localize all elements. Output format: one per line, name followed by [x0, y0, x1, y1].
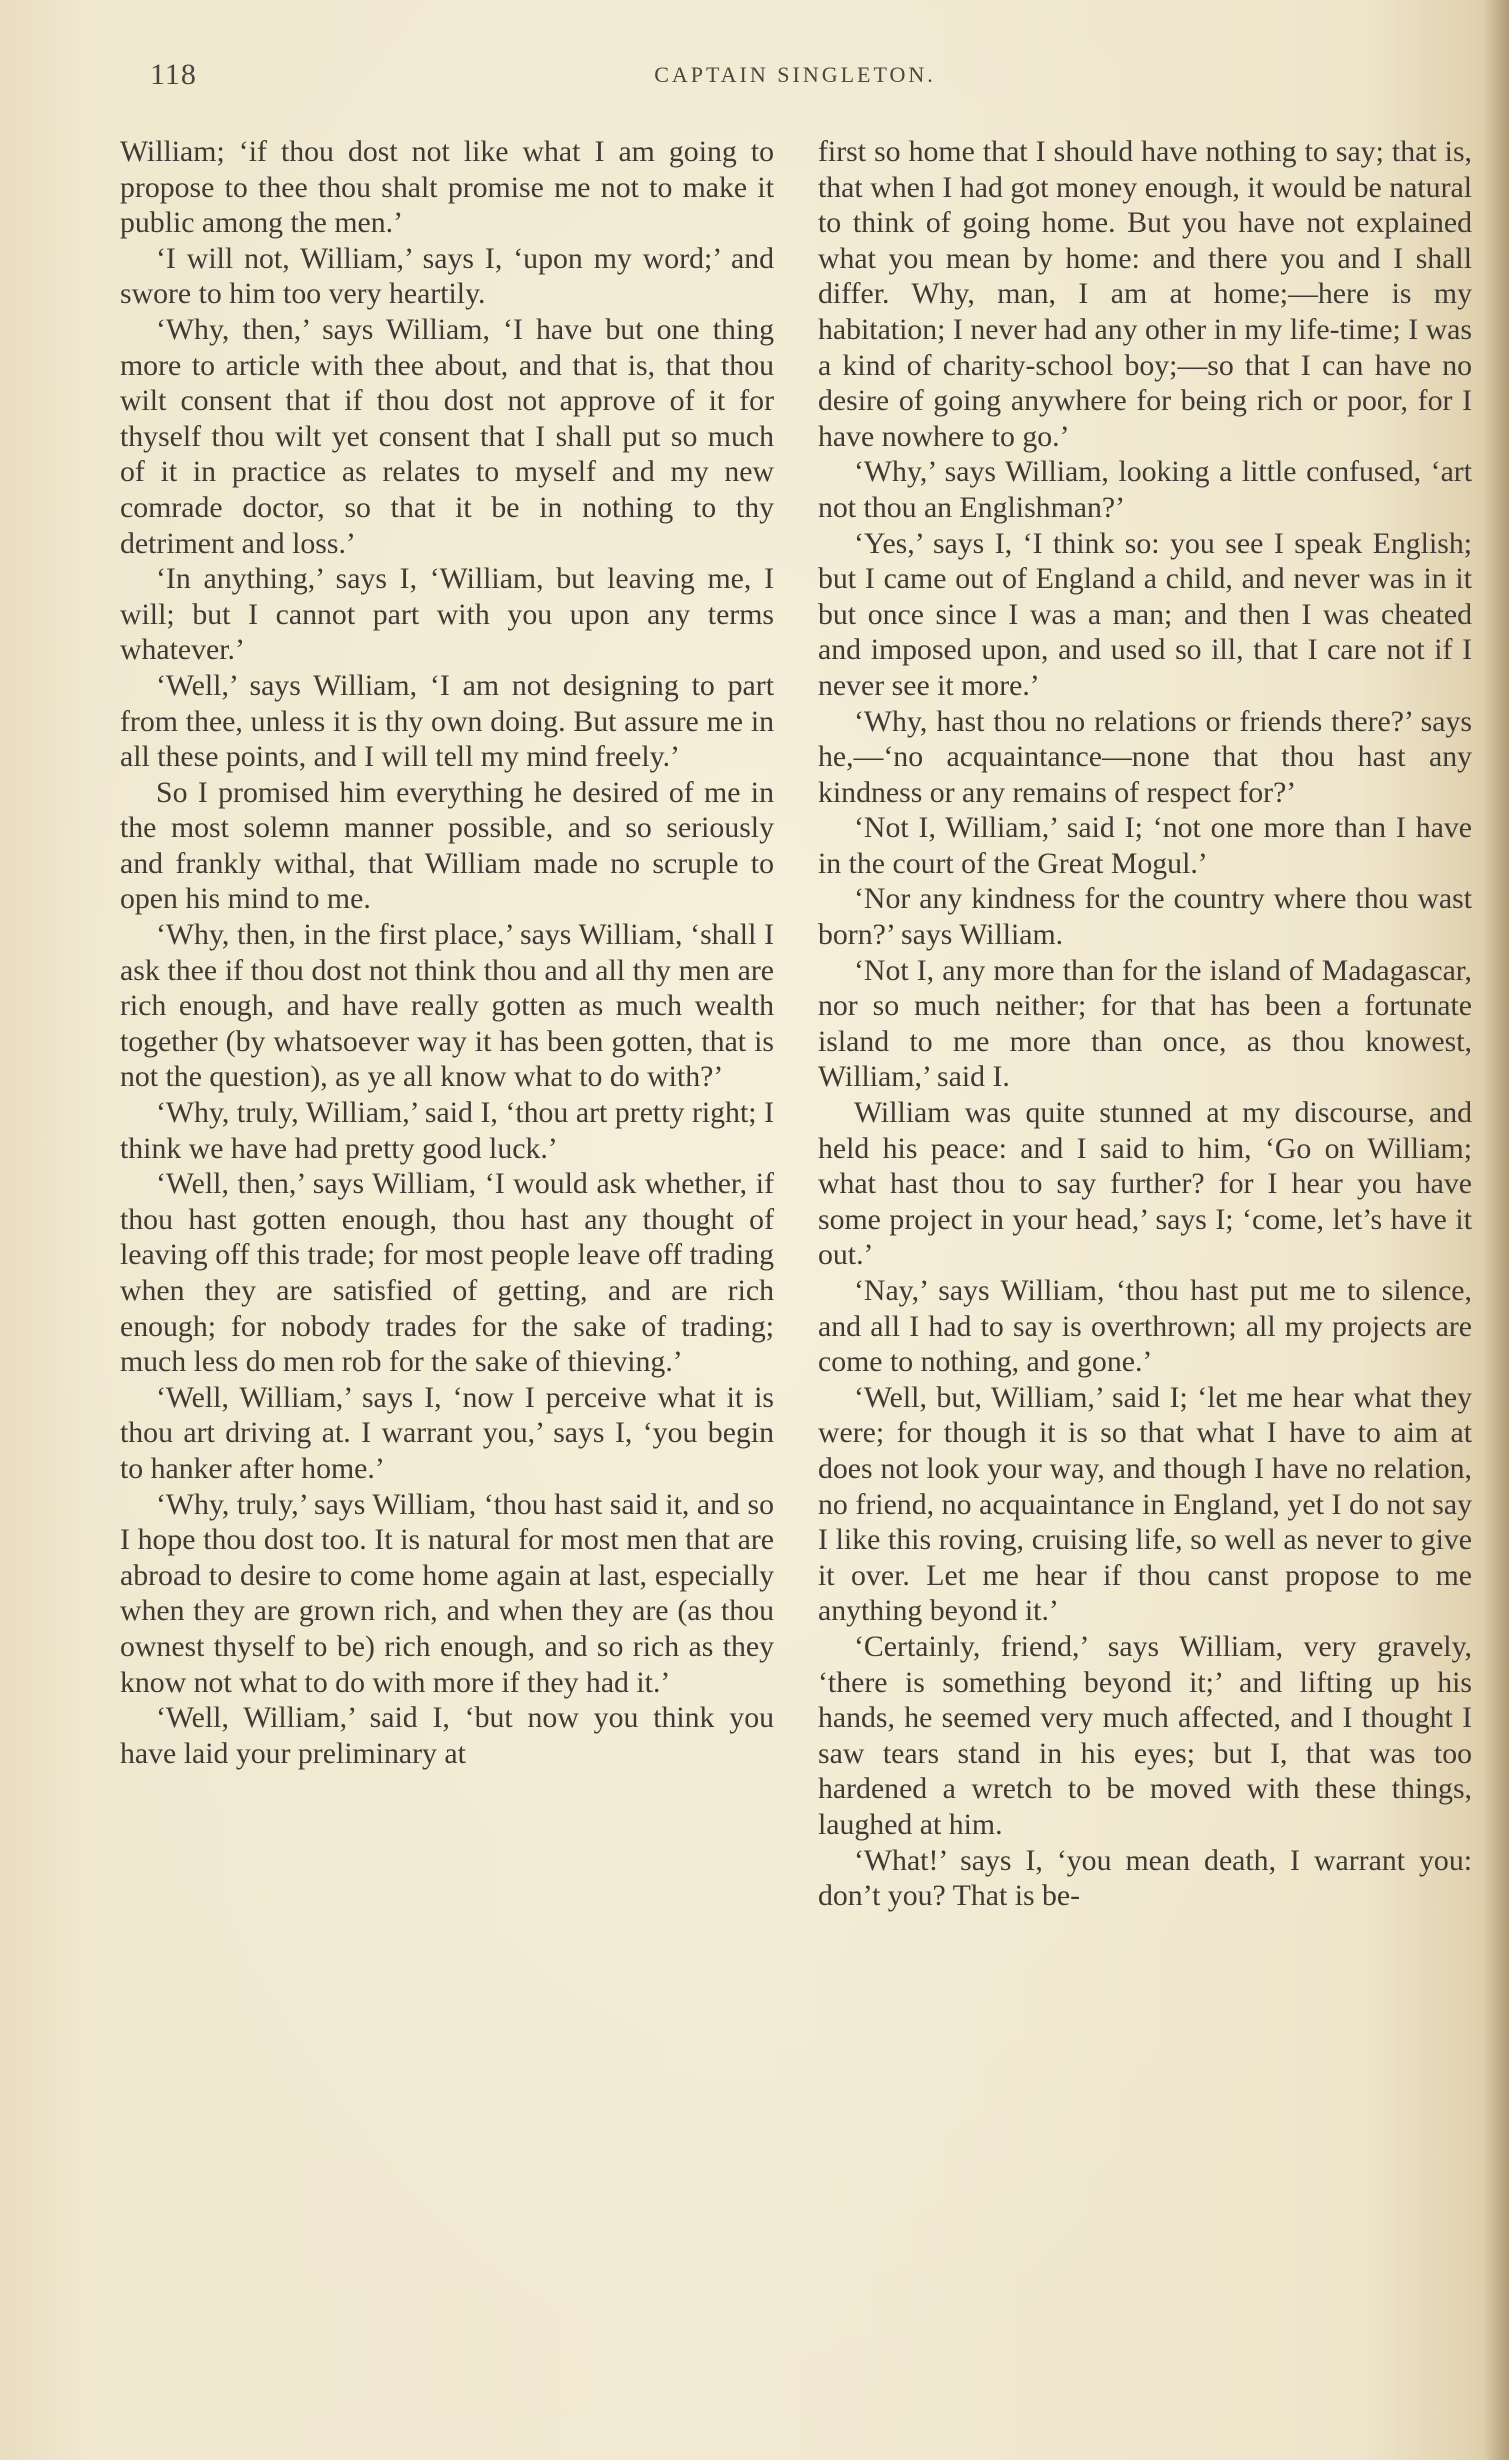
page-number: 118 [150, 58, 197, 91]
paragraph: ‘Well, William,’ said I, ‘but now you think you have laid your preliminary at [120, 1701, 774, 1770]
paragraph: ‘Not I, William,’ said I; ‘not one more than I have in the court of the Great Mogul.’ [818, 811, 1472, 880]
left-column [120, 134, 774, 2444]
paragraph: ‘In anything,’ says I, ‘William, but leaving me, I will; but I cannot part with you upon any terms whatever.’ [120, 562, 774, 667]
paragraph: ‘What!’ says I, ‘you mean death, I warrant you: don’t you? That is be- [818, 1843, 1472, 1913]
paragraph: So I promised him everything he desired of me in the most solemn manner possible, and so seriously and frankly withal, that William made no scruple to open his mind to me. [120, 775, 774, 916]
paragraph: ‘Nor any kindness for the country where thou wast born?’ says William. [818, 882, 1472, 952]
paragraph: ‘Certainly, friend,’ says William, very gravely, ‘there is something beyond it;’ and lifting up his hands, he seemed very much affected, and I thought I saw tears stand in his eyes; but I, that was too hardened a wretch to be moved with these things, laughed at him. [818, 1629, 1472, 1841]
paragraph: ‘Why, then,’ says William, ‘I have but one thing more to article with thee about, and that is, that thou wilt consent that if thou dost not approve of it for thyself thou wilt yet consent that I shall put so much of it in practice as relates to myself and my new comrade doctor, so that it be in nothing to thy detriment and loss.’ [120, 312, 774, 560]
page-edge-shadow [1483, 0, 1509, 2460]
paragraph: ‘Well, then,’ says William, ‘I would ask whether, if thou hast gotten enough, thou hast any thought of leaving off this trade; for most people leave off trading when they are satisfied of getting, and are rich enough; for nobody trades for the sake of trading; much less do men rob for the sake of thieving.’ [120, 1167, 774, 1379]
paragraph: ‘Well,’ says William, ‘I am not designing to part from thee, unless it is thy own doing. But assure me in all these points, and I will tell my mind freely.’ [120, 668, 774, 774]
paragraph: ‘Why, truly,’ says William, ‘thou hast said it, and so I hope thou dost too. It is natural for most men that are abroad to desire to come home again at last, especially when they are grown rich, and when they are (as thou ownest thyself to be) rich enough, and so rich as they know not what to do with more if they had it.’ [120, 1487, 774, 1699]
page-header [150, 58, 1440, 98]
paragraph: ‘Well, but, William,’ said I; ‘let me hear what they were; for though it is so that what I have to aim at does not look your way, and though I have no relation, no friend, no acquaintance in England, yet I do not say I like this roving, cruising life, so well as never to give it over. Let me hear if thou canst propose to me anything beyond it.’ [818, 1380, 1472, 1628]
paragraph: ‘Why, truly, William,’ said I, ‘thou art pretty right; I think we have had pretty good luck.’ [120, 1096, 774, 1165]
paragraph: ‘Why, then, in the first place,’ says William, ‘shall I ask thee if thou dost not think thou and all thy men are rich enough, and have really gotten as much wealth together (by whatsoever way it has been gotten, that is not the question), as ye all know what to do with?’ [120, 918, 774, 1094]
paragraph: ‘Why, hast thou no relations or friends there?’ says he,—‘no acquaintance—none that thou hast any kindness or any remains of respect for?’ [818, 704, 1472, 809]
paragraph: ‘Not I, any more than for the island of Madagascar, nor so much neither; for that has been a fortunate island to me more than once, as thou knowest, William,’ said I. [818, 953, 1472, 1094]
paragraph: ‘Nay,’ says William, ‘thou hast put me to silence, and all I had to say is overthrown; all my projects are come to nothing, and gone.’ [818, 1274, 1472, 1379]
paragraph: ‘Why,’ says William, looking a little confused, ‘art not thou an Englishman?’ [818, 455, 1472, 524]
paragraph: ‘Well, William,’ says I, ‘now I perceive what it is thou art driving at. I warrant you,’ says I, ‘you begin to hanker after home.’ [120, 1380, 774, 1485]
paragraph: first so home that I should have nothing to say; that is, that when I had got money enough, it would be natural to think of going home. But you have not explained what you mean by home: and there you and I shall differ. Why, man, I am at home;—here is my habitation; I never had any other in my life-time; I was a kind of charity-school boy;—so that I can have no desire of going anywhere for being rich or poor, for I have nowhere to go.’ [818, 135, 1472, 453]
paragraph: William; ‘if thou dost not like what I am going to propose to thee thou shalt promise me not to make it public among the men.’ [120, 135, 774, 240]
paragraph: ‘I will not, William,’ says I, ‘upon my word;’ and swore to him too very heartily. [120, 241, 774, 311]
paragraph: ‘Yes,’ says I, ‘I think so: you see I speak English; but I came out of England a child, and never was in it but once since I was a man; and then I was cheated and imposed upon, and used so ill, that I care not if I never see it more.’ [818, 526, 1472, 702]
right-column [818, 134, 1472, 2444]
paragraph: William was quite stunned at my discourse, and held his peace: and I said to him, ‘Go on William; what hast thou to say further? for I hear you have some project in your head,’ says I; ‘come, let’s have it out.’ [818, 1096, 1472, 1272]
running-title: CAPTAIN SINGLETON. [654, 62, 936, 87]
